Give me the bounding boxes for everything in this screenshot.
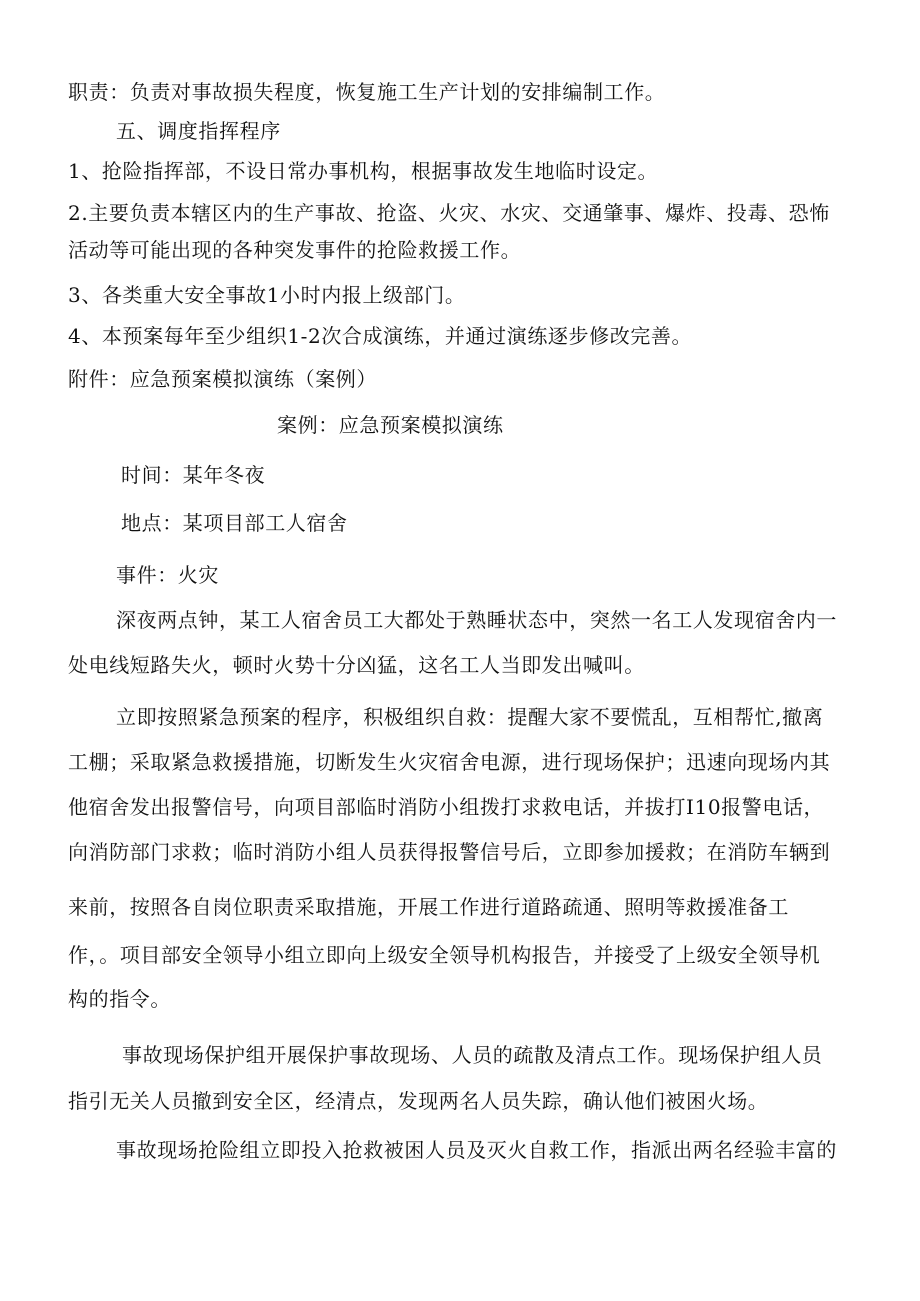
paragraph-4-line-1: 事故现场抢险组立即投入抢救被困人员及灭火自救工作，指派出两名经验丰富的 <box>116 1138 837 1162</box>
paragraph-duty: 职责：负责对事故损失程度，恢复施工生产计划的安排编制工作。 <box>68 80 666 104</box>
list-item-3: 3、各类重大安全事故1小时内报上级部门。 <box>68 283 466 307</box>
paragraph-2-line-3: 他宿舍发出报警信号，向项目部临时消防小组拨打求救电话，并拔打I10报警电话， <box>68 795 825 819</box>
case-location: 地点：某项目部工人宿舍 <box>121 511 348 535</box>
list-item-4: 4、本预案每年至少组织1-2次合成演练，并通过演练逐步修改完善。 <box>68 324 693 348</box>
paragraph-1-line-1: 深夜两点钟，某工人宿舍员工大都处于熟睡状态中，突然一名工人发现宿舍内一 <box>116 608 837 632</box>
paragraph-2-line-1: 立即按照紧急预案的程序，积极组织自救：提醒大家不要慌乱，互相帮忙,撤离 <box>116 705 824 729</box>
attachment-line: 附件：应急预案模拟演练（案例） <box>68 367 377 391</box>
paragraph-1-line-2: 处电线短路失火，顿时火势十分凶猛，这名工人当即发出喊叫。 <box>68 653 645 677</box>
paragraph-2-line-5: 来前，按照各自岗位职责采取措施，开展工作进行道路疏通、照明等救援准备工 <box>68 895 789 919</box>
paragraph-3-line-1: 事故现场保护组开展保护事故现场、人员的疏散及清点工作。现场保护组人员 <box>122 1043 823 1067</box>
paragraph-3-line-2: 指引无关人员撤到安全区，经清点，发现两名人员失踪，确认他们被困火场。 <box>68 1089 769 1113</box>
paragraph-2-line-2: 工棚；采取紧急救援措施，切断发生火灾宿舍电源，进行现场保护；迅速向现场内其 <box>68 750 831 774</box>
paragraph-2-line-7: 构的指令。 <box>68 987 171 1011</box>
paragraph-2-line-4: 向消防部门求救；临时消防小组人员获得报警信号后，立即参加援救；在消防车辆到 <box>68 840 831 864</box>
list-item-1: 1、抢险指挥部，不设日常办事机构，根据事故发生地临时设定。 <box>68 159 659 183</box>
case-time: 时间：某年冬夜 <box>121 463 266 487</box>
case-title: 案例：应急预案模拟演练 <box>277 413 504 437</box>
heading-dispatch-procedure: 五、调度指挥程序 <box>116 119 281 143</box>
list-item-2-cont: 活动等可能出现的各种突发事件的抢险救援工作。 <box>68 238 522 262</box>
case-event: 事件：火灾 <box>116 563 219 587</box>
list-item-2: 2.主要负责本辖区内的生产事故、抢盗、火灾、水灾、交通肇事、爆炸、投毒、恐怖 <box>68 201 830 225</box>
paragraph-2-line-6: 作，。项目部安全领导小组立即向上级安全领导机构报告，并接受了上级安全领导机 <box>68 943 821 967</box>
